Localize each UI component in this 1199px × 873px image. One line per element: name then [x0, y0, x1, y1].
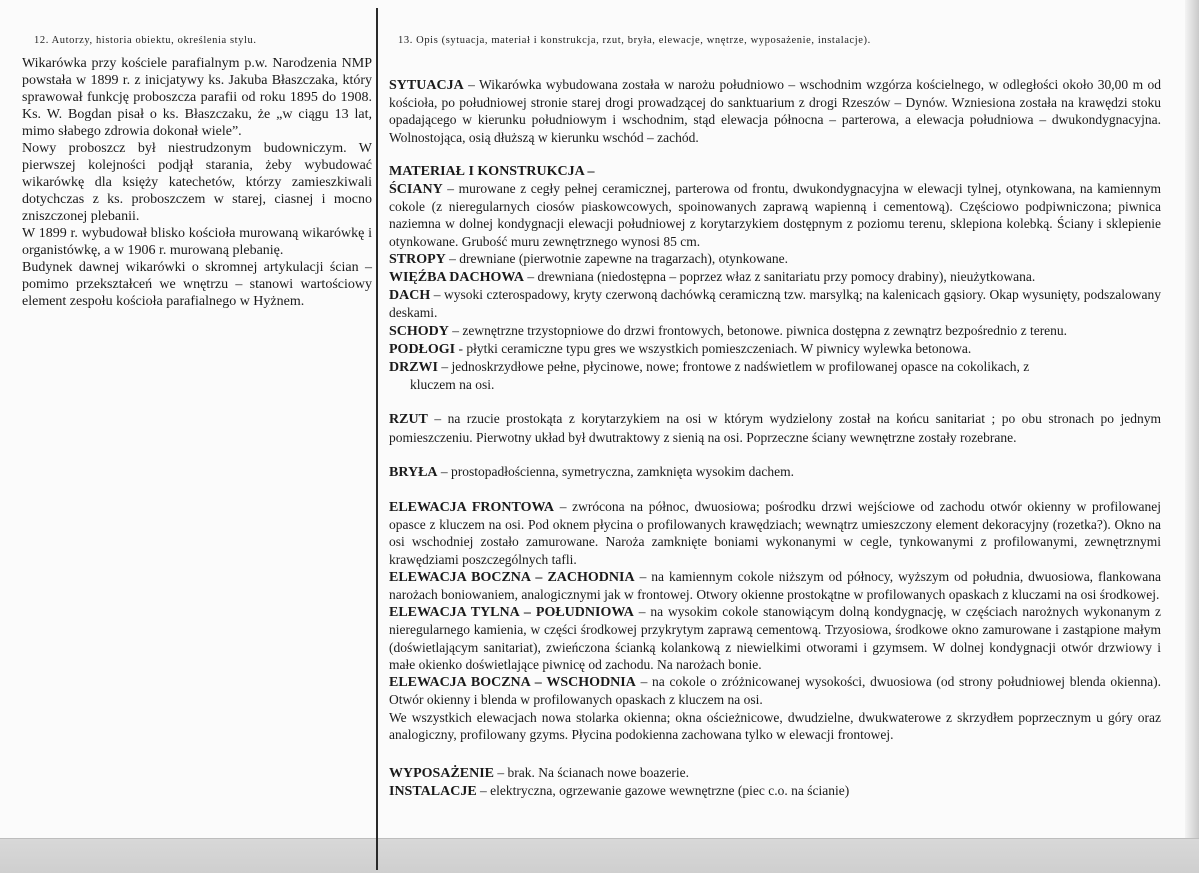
rzut-entry [389, 410, 1161, 445]
dach-entry [389, 286, 1161, 321]
rzut-label: RZUT [389, 412, 428, 428]
history-paragraph: W 1899 r. wybudował blisko kościoła murowaną wikarówkę i organistówkę, a w 1906 r. murowaną plebanię. [22, 226, 372, 258]
elewacja-tylna-entry [389, 603, 1161, 673]
stropy-entry [389, 250, 1161, 268]
instalacje-label: INSTALACJE [389, 784, 477, 800]
section-13-header: 13. Opis (sytuacja, materiał i konstrukcja, rzut, bryła, elewacje, wnętrze, wyposażenie, instalacje). [398, 35, 871, 46]
elewacja-wschodnia-entry [389, 673, 1161, 708]
sytuacja-entry [389, 76, 1161, 146]
elewacja-frontowa-text: – zwrócona na północ, dwuosiowa; pośrodku drzwi wejściowe od zachodu otwór okienny w profilowanej opasce z kluczem na osi. Pod oknem płycina o profilowanych krawędziach; wewnątrz umieszczony element dekoracyjny (rozetka?). Okno na osi wschodniej zostało zamurowane. Naroża zamknięte boniami wykonanymi w cegle, tynkowanymi z profilowanymi, zewnętrznymi krawędziami poszczególnych tafli. [389, 499, 1162, 567]
history-paragraph: Budynek dawnej wikarówki o skromnej artykulacji ścian – pomimo przekształceń we wnętrzu – stanowi wartościowy element zespołu kościoła parafialnego w Hyżnem. [22, 260, 372, 309]
stropy-label: STROPY [389, 251, 446, 267]
podlogi-entry [389, 340, 1161, 358]
drzwi-text: – jednoskrzydłowe pełne, płycinowe, nowe; frontowe z nadświetlem w profilowanej opasce na cokolikach, z [438, 359, 1030, 375]
drzwi-continuation: kluczem na osi. [410, 377, 495, 393]
wyposazenie-text: – brak. Na ścianach nowe boazerie. [494, 764, 689, 780]
schody-entry [389, 322, 1161, 340]
sciany-label: ŚCIANY [389, 182, 443, 198]
podlogi-text: - płytki ceramiczne typu gres we wszystkich pomieszczeniach. W piwnicy wylewka betonowa. [455, 340, 972, 356]
elewacja-tylna-label: ELEWACJA TYLNA – POŁUDNIOWA [389, 605, 634, 621]
material-section-title: MATERIAŁ I KONSTRUKCJA – [389, 163, 595, 179]
drzwi-label: DRZWI [389, 360, 439, 376]
drzwi-entry [389, 358, 1161, 376]
elewacja-wschodnia-label: ELEWACJA BOCZNA – WSCHODNIA [389, 675, 636, 691]
rzut-text: – na rzucie prostokąta z korytarzykiem na osi w którym wydzielony został na końcu sanitariat ; po obu stronach po jednym pomieszczeniu. Pierwotny układ był dwutraktowy z sienią na osi. Poprzeczne ściany wewnętrzne zostały rozebrane. [389, 411, 1161, 445]
wyposazenie-label: WYPOSAŻENIE [389, 765, 495, 781]
dach-text: – wysoki czterospadowy, kryty czerwoną dachówką ceramiczną tzw. marsylką; na kalenicach gąsiory. Okap wysunięty, podszalowany deskami. [389, 287, 1161, 321]
wiezba-entry [389, 268, 1161, 286]
wiezba-text: – drewniana (niedostępna – poprzez właz z sanitariatu przy pomocy drabiny), nieużytkowana. [523, 269, 1036, 285]
elewacja-frontowa-entry [389, 498, 1161, 568]
elewacja-zachodnia-label: ELEWACJA BOCZNA – ZACHODNIA [389, 569, 635, 585]
elewacja-wschodnia-text: – na cokole o zróżnicowanej wysokości, dwuosiowa (od strony południowej blenda okienna). Otwór okienny i blenda w profilowanych opaskach z kluczem na osi. [389, 674, 1161, 708]
sciany-text: – murowane z cegły pełnej ceramicznej, parterowa od frontu, dwukondygnacyjna w elewacji tylnej, otynkowana, na kamiennym cokole (z nieregularnych ciosów piaskowcowych, spoinowanych zaprawą wapienną i cementową). Częściowo podpiwniczona; piwnica naziemna w dolnej kondygnacji elewacji południowej z korytarzykiem dostępnym z poziomu terenu, sklepiona kolebką. Ściany i sklepienie otynkowane. Grubość muru zewnętrznego wynosi 85 cm. [389, 181, 1161, 249]
instalacje-text: – elektryczna, ogrzewanie gazowe wewnętrzne (piec c.o. na ścianie) [476, 783, 850, 799]
sciany-entry [389, 180, 1161, 250]
paper-edge-shadow [1185, 0, 1199, 838]
wyposazenie-entry [389, 764, 1161, 782]
schody-text: – zewnętrzne trzystopniowe do drzwi frontowych, betonowe. piwnica dostępna z zewnątrz bezpośrednio z terenu. [448, 322, 1068, 338]
history-paragraph: Nowy proboszcz był niestrudzonym budowniczym. W pierwszej kolejności podjął starania, żeby wybudować wikarówkę dla księży katechetów, którzy zamieszkiwali dotychczas z ks. proboszczem w starej, ciasnej i mocno zniszczonej plebanii. [22, 141, 372, 224]
podlogi-label: PODŁOGI [389, 341, 456, 357]
sytuacja-label: SYTUACJA [389, 78, 464, 93]
instalacje-entry [389, 782, 1161, 800]
bryla-text: – prostopadłościenna, symetryczna, zamknięta wysokim dachem. [437, 463, 795, 479]
bryla-entry [389, 463, 1161, 481]
history-column [22, 55, 372, 310]
elewacja-zachodnia-text: – na kamiennym cokole niższym od północy, wyższym od południa, dwuosiowa, flankowana narożach boniowaniem, analogicznymi jak w frontowej. Otwory okienne prostokątne w profilowanych opaskach z kluczami na osi środkowej. [389, 568, 1162, 603]
section-12-header: 12. Autorzy, historia obiektu, określenia stylu. [34, 35, 257, 46]
elewacja-tylna-text: – na wysokim cokole stanowiącym dolną kondygnację, w częściach narożnych wykonanym z nieregularnego kamienia, w części środkowej przykrytym zaprawą cementową. Trzyosiowa, środkowe okno zamurowane i zastąpione małym (doświetlającym sanitariat), zwieńczona ścianką kolankową z niewielkimi otworami i gzymsem. W dolnej kondygnacji otwór drzwiowy i małe okienko doświetlające piwnicę od zachodu. Na narożach bonie. [389, 604, 1162, 672]
history-paragraph: Wikarówka przy kościele parafialnym p.w. Narodzenia NMP powstała w 1899 r. z inicjatywy ks. Jakuba Błaszczaka, który sprawował funkcję proboszcza parafii od roku 1895 do 1908. Ks. W. Bogdan pisał o ks. Błaszczaku, że „w ciągu 13 lat, mimo słabego zdrowia dokonał wiele”. [22, 56, 372, 139]
sytuacja-text: – Wikarówka wybudowana została w narożu południowo – wschodnim wzgórza kościelnego, w odległości około 30,00 m od kościoła, po południowej stronie starej drogi prowadzącej do sanktuarium z drogi Rzeszów – Dynów. Wzniesiona została na krawędzi stoku opadającego w kierunku południowym i wschodnim, stąd elewacja północna – parterowa, a elewacja południowa – dwukondygnacyjna. Wolnostojąca, osią dłuższą w kierunku wschód – zachód. [389, 77, 1161, 145]
wiezba-label: WIĘŹBA DACHOWA [389, 270, 524, 286]
scan-bottom-strip [0, 838, 1199, 873]
column-divider [376, 8, 378, 870]
dach-label: DACH [389, 288, 431, 304]
description-column [389, 76, 1161, 800]
bryla-label: BRYŁA [389, 464, 438, 480]
elewacja-frontowa-label: ELEWACJA FRONTOWA [389, 500, 555, 516]
elewacja-zachodnia-entry [389, 568, 1161, 603]
stropy-text: – drewniane (pierwotnie zapewne na tragarzach), otynkowane. [445, 250, 789, 266]
schody-label: SCHODY [389, 323, 449, 339]
elewacje-note: We wszystkich elewacjach nowa stolarka okienna; okna ościeżnicowe, dwudzielne, dwukwaterowe z skrzydłem poprzecznym u góry oraz analogiczny, profilowany gzyms. Płycina podokienna zachowana tylko w elewacji frontowej. [389, 709, 1161, 742]
